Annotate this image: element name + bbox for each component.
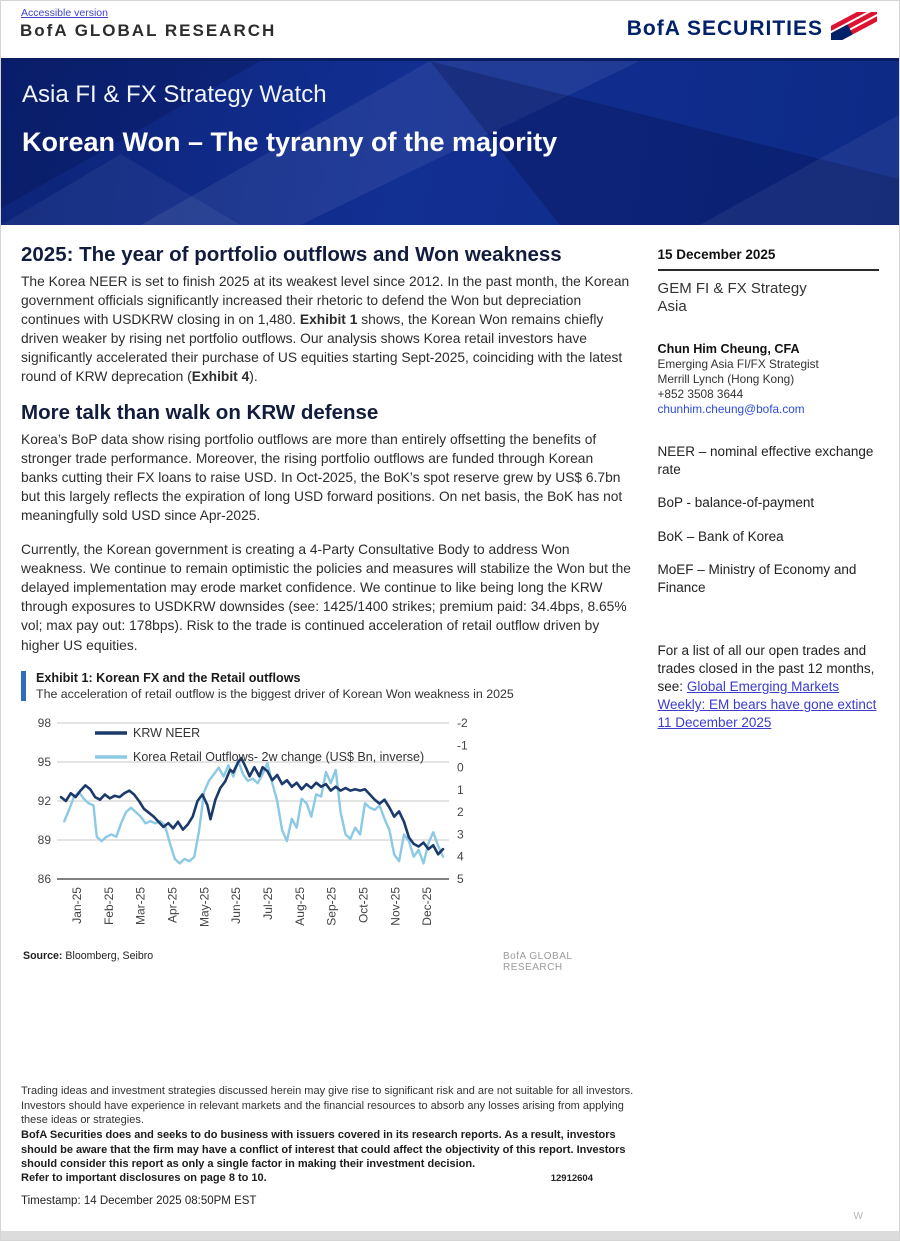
bottom-edge-strip [1, 1231, 899, 1240]
author-email-link[interactable]: chunhim.cheung@bofa.com [657, 401, 805, 416]
svg-text:Feb-25: Feb-25 [101, 886, 116, 925]
section1-paragraph: The Korea NEER is set to finish 2025 at its weakest level since 2012. In the past month, the Korean government officials significantly increased their rhetoric to defend the Won but depreciation continues with USDKRW closing in on 1,480. Exhibit 1 shows, the Korean Won remains chiefly driven weaker by rising net portfolio outflows. Our analysis shows Korea retail investors have significantly accelerated their purchase of US equities starting Sept-2025, coinciding with the latest round of KRW deprecation (Exhibit 4). [21, 274, 630, 385]
bofa-flag-icon [831, 12, 877, 45]
sidebar [658, 239, 879, 962]
section2-paragraph: Korea’s BoP data show rising portfolio outflows are more than entirely offsetting the benefits of stronger trade performance. Moreover, the rising portfolio outflows are funded through Korean banks cutting their FX loans to raise USD. In Oct-2025, the BoK’s spot reserve grew by US$ 6.7bn but this largely reflects the expiration of long USD forward positions. On net basis, the BoK has not meaningfully sold USD since Apr-2025. [21, 432, 623, 524]
svg-text:95: 95 [37, 754, 51, 769]
timestamp: Timestamp: 14 December 2025 08:50PM EST [21, 1194, 257, 1207]
svg-text:Korea Retail Outflows- 2w chan: Korea Retail Outflows- 2w change (US$ Bn, inverse) [133, 749, 425, 764]
glossary-item-bop: BoP - balance-of-payment [657, 495, 815, 511]
disclaimer-paragraph: Trading ideas and investment strategies discussed herein may give rise to significant risk and are not suitable for all investors. Investors should have experience in relevant markets and the financial resources to absorb any losses arising from applying these ideas or strategies. [21, 1085, 634, 1127]
page-watermark: W [853, 1211, 863, 1222]
title-banner [1, 58, 899, 225]
refer-disclosures: Refer to important disclosures on page 8 to 10. [21, 1171, 267, 1184]
bofa-securities-wordmark: BofA SECURITIES [626, 16, 823, 40]
footer-disclaimer [21, 1084, 641, 1207]
svg-text:Mar-25: Mar-25 [133, 886, 148, 925]
body [1, 225, 899, 973]
svg-text:Sep-25: Sep-25 [324, 886, 339, 926]
accessible-version-link[interactable]: Accessible version [21, 7, 108, 19]
svg-text:3: 3 [457, 826, 464, 841]
svg-text:4: 4 [457, 849, 464, 864]
team-name [658, 280, 879, 317]
svg-text:86: 86 [37, 871, 51, 886]
report-code: 12912604 [550, 1172, 593, 1184]
svg-text:92: 92 [37, 793, 51, 808]
source-value: Bloomberg, Seibro [65, 949, 154, 962]
exhibit-chart [23, 711, 632, 973]
exhibit-1 [21, 670, 632, 973]
author-name: Chun Him Cheung, CFA [657, 341, 800, 356]
svg-text:Nov-25: Nov-25 [388, 886, 403, 926]
svg-text:May-25: May-25 [197, 886, 212, 927]
bofa-global-research-brand: BofA GLOBAL RESEARCH [20, 21, 277, 40]
svg-text:Jul-25: Jul-25 [260, 886, 275, 920]
author-phone: +852 3508 3644 [657, 386, 744, 401]
author-block [658, 342, 879, 417]
svg-text:98: 98 [37, 715, 51, 730]
svg-text:0: 0 [457, 760, 464, 775]
svg-text:Aug-25: Aug-25 [292, 886, 307, 926]
glossary [658, 443, 879, 596]
svg-text:-2: -2 [457, 715, 468, 730]
section1-heading: 2025: The year of portfolio outflows and Won weakness [21, 243, 562, 266]
svg-text:KRW NEER: KRW NEER [133, 725, 201, 740]
svg-text:Jun-25: Jun-25 [229, 886, 244, 924]
section2-heading: More talk than walk on KRW defense [21, 401, 379, 425]
exhibit-header [21, 671, 632, 701]
svg-text:Dec-25: Dec-25 [420, 886, 435, 926]
report-title: Korean Won – The tyranny of the majority [22, 127, 558, 157]
author-firm: Merrill Lynch (Hong Kong) [657, 372, 795, 387]
chart-watermark: BofA GLOBAL RESEARCH [503, 950, 573, 973]
report-date: 15 December 2025 [658, 239, 879, 271]
open-trades-note: For a list of all our open trades and trades closed in the past 12 months, see: Global Emerging Markets Weekly: EM bears have gone extinct 11 December 2025 [657, 642, 877, 731]
exhibit-subtitle: The acceleration of retail outflow is the biggest driver of Korean Won weakness in 2025 [36, 686, 514, 701]
glossary-item-neer: NEER – nominal effective exchange rate [657, 444, 874, 477]
svg-text:1: 1 [457, 782, 464, 797]
source-label: Source: [23, 949, 63, 962]
line-chart [23, 711, 523, 943]
svg-text:Jan-25: Jan-25 [69, 886, 84, 924]
glossary-item-moef: MoEF – Ministry of Economy and Finance [657, 562, 857, 595]
svg-text:89: 89 [37, 832, 51, 847]
svg-text:2: 2 [457, 804, 464, 819]
team-line2: Asia [657, 298, 687, 316]
svg-text:Oct-25: Oct-25 [356, 886, 371, 923]
team-line1: GEM FI & FX Strategy [657, 280, 807, 297]
exhibit-title: Exhibit 1: Korean FX and the Retail outflows [36, 670, 301, 685]
header [1, 1, 899, 58]
paragraph3: Currently, the Korean government is creating a 4-Party Consultative Body to address Won weakness. We continue to remain optimistic the policies and measures will stabilize the Won but the delayed implementation may erode market confidence. We continue to like being long the KRW through exposures to USDKRW downsides (see: 1425/1400 strikes; premium paid: 34.4bps, 8.65% vol; max pay out: 178bps). Risk to the trade is continued acceleration of retail outflow driven by higher US equities. [21, 542, 631, 653]
author-role: Emerging Asia FI/FX Strategist [657, 357, 819, 372]
svg-text:5: 5 [457, 871, 464, 886]
report-series-title: Asia FI & FX Strategy Watch [22, 81, 327, 108]
svg-text:Apr-25: Apr-25 [165, 886, 180, 923]
refer-row [21, 1172, 641, 1184]
inline-link[interactable]: Global Emerging Markets Weekly: EM bears have gone extinct 11 December 2025 [657, 678, 877, 731]
bofa-securities-logo [627, 12, 877, 45]
conflict-paragraph: BofA Securities does and seeks to do business with issuers covered in its research reports. As a result, investors should be aware that the firm may have a conflict of interest that could affect the objectivity of this report. Investors should consider this report as only a single factor in making their investment decision. [21, 1128, 626, 1171]
main-column [21, 239, 632, 973]
glossary-item-bok: BoK – Bank of Korea [657, 528, 784, 544]
svg-text:-1: -1 [457, 737, 468, 752]
